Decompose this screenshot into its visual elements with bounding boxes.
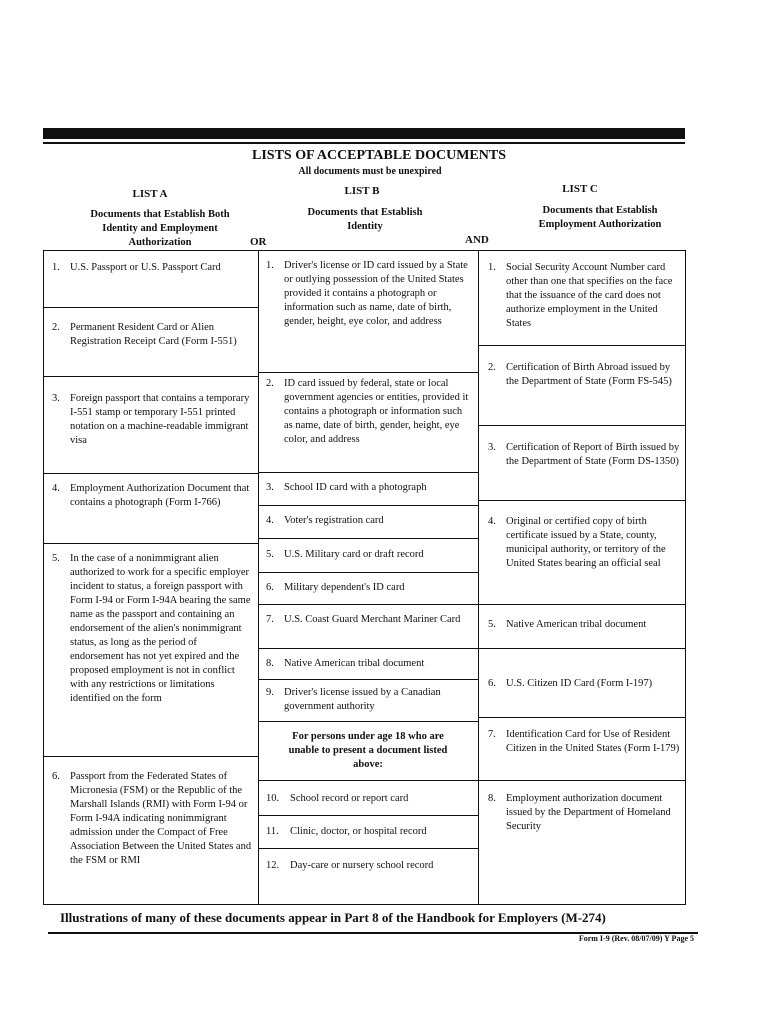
- list-c-item: [488, 361, 681, 389]
- list-b-item: [266, 686, 471, 714]
- list-a-item-number: 6.: [52, 771, 60, 782]
- list-c-item-number: 1.: [488, 262, 496, 273]
- row-divider: [478, 425, 686, 426]
- list-b-item: [266, 377, 471, 447]
- row-divider: [258, 538, 478, 539]
- row-divider: [43, 376, 258, 377]
- list-b-item-number: 5.: [266, 549, 274, 560]
- row-divider: [478, 604, 686, 605]
- list-c-item-number: 3.: [488, 442, 496, 453]
- list-b-item-text: Native American tribal document: [284, 658, 425, 669]
- row-divider: [258, 679, 478, 680]
- list-b-item-number: 10.: [266, 793, 280, 804]
- list-a-item: [52, 770, 255, 868]
- list-b-item-number: 2.: [266, 378, 274, 389]
- list-c-item-text: Identification Card for Use of Resident Citizen in the United States (Form I-179): [506, 729, 680, 754]
- list-b-item-number: 3.: [266, 482, 274, 493]
- list-a-title: LIST A: [132, 188, 168, 200]
- list-c-item-text: U.S. Citizen ID Card (Form I-197): [506, 678, 653, 689]
- and-conjunction: AND: [465, 234, 489, 246]
- list-c-item: [488, 441, 681, 469]
- list-c-item: [488, 261, 681, 331]
- list-b-item-text: School ID card with a photograph: [284, 482, 427, 493]
- list-b-item: [266, 548, 471, 562]
- list-a-item-text: Foreign passport that contains a temporary I-551 stamp or temporary I-551 printed notation on a machine-readable immigrant visa: [70, 393, 250, 446]
- row-divider: [258, 721, 478, 722]
- list-c-item-text: Certification of Birth Abroad issued by the Department of State (Form FS-545): [506, 362, 672, 387]
- list-a-item: [52, 261, 252, 275]
- page-subtitle: All documents must be unexpired: [298, 166, 442, 177]
- list-c-item: [488, 618, 681, 632]
- list-b-item-text: Driver's license or ID card issued by a State or outlying possession of the United States provided it contains a photograph or information such as name, date of birth, gender, height, eye color, and address: [284, 260, 468, 327]
- row-divider: [258, 572, 478, 573]
- list-c-item-number: 6.: [488, 678, 496, 689]
- row-divider: [478, 345, 686, 346]
- list-a-item: [52, 392, 252, 448]
- list-c-item-number: 7.: [488, 729, 496, 740]
- list-a-item-number: 2.: [52, 322, 60, 333]
- list-c-item-text: Employment authorization document issued by the Department of Homeland Security: [506, 793, 671, 832]
- list-a-item: [52, 552, 252, 706]
- list-a-item-number: 5.: [52, 553, 60, 564]
- row-divider: [43, 543, 258, 544]
- list-b-item: [266, 792, 471, 806]
- list-a-item-text: Employment Authorization Document that contains a photograph (Form I-766): [70, 483, 250, 508]
- row-divider: [478, 780, 686, 781]
- row-divider: [43, 473, 258, 474]
- list-a-item-text: Passport from the Federated States of Micronesia (FSM) or the Republic of the Marshall Islands (RMI) with Form I-94 or Form I-94A indicating nonimmigrant admission under the Compact of Free Association Between the United States and the FSM or RMI: [70, 771, 252, 866]
- list-b-item-number: 8.: [266, 658, 274, 669]
- list-c-item-number: 2.: [488, 362, 496, 373]
- list-b-item: [266, 259, 471, 329]
- list-b-item-number: 9.: [266, 687, 274, 698]
- list-b-item-number: 4.: [266, 515, 274, 526]
- row-divider: [258, 848, 478, 849]
- row-divider: [478, 500, 686, 501]
- list-b-title: LIST B: [344, 185, 380, 197]
- column-divider-a-b: [258, 250, 259, 905]
- row-divider: [258, 815, 478, 816]
- row-divider: [258, 648, 478, 649]
- form-number: Form I-9 (Rev. 08/07/09) Y Page 5: [578, 934, 694, 943]
- list-b-item-text: Day-care or nursery school record: [290, 860, 434, 871]
- list-b-item-text: ID card issued by federal, state or local government agencies or entities, provided it contains a photograph or information such as name, date of birth, gender, height, eye color, and address: [284, 378, 469, 445]
- list-b-item: [266, 613, 471, 627]
- list-a-item-number: 1.: [52, 262, 60, 273]
- row-divider: [258, 604, 478, 605]
- list-b-item-text: Clinic, doctor, or hospital record: [290, 826, 427, 837]
- list-a-item-text: Permanent Resident Card or Alien Registration Receipt Card (Form I-551): [70, 322, 237, 347]
- list-c-item-text: Original or certified copy of birth certificate issued by a State, county, municipal authority, or territory of the United States bearing an official seal: [506, 516, 666, 569]
- list-b-item: [266, 859, 471, 873]
- row-divider: [258, 472, 478, 473]
- list-b-item: [266, 581, 471, 595]
- list-a-item-number: 3.: [52, 393, 60, 404]
- row-divider: [478, 648, 686, 649]
- list-c-title: LIST C: [562, 183, 598, 195]
- list-c-item-number: 4.: [488, 516, 496, 527]
- list-b-item: [266, 481, 471, 495]
- list-a-item-text: In the case of a nonimmigrant alien authorized to work for a specific employer incident to status, a foreign passport with Form I-94 or Form I-94A bearing the same name as the passport and containing an endorsement of the alien's nonimmigrant status, as long as the period of endorsement has not yet expired and the proposed employment is not in conflict with any restrictions or limitations identified on the form: [70, 553, 251, 704]
- list-c-item: [488, 792, 681, 834]
- list-c-item: [488, 515, 681, 571]
- list-c-item-text: Certification of Report of Birth issued by the Department of State (Form DS-1350): [506, 442, 680, 467]
- row-divider: [43, 307, 258, 308]
- row-divider: [43, 756, 258, 757]
- row-divider: [258, 780, 478, 781]
- list-b-item-text: U.S. Military card or draft record: [284, 549, 424, 560]
- handbook-note: Illustrations of many of these documents appear in Part 8 of the Handbook for Employers (M-274): [60, 910, 606, 925]
- list-c-item: [488, 728, 681, 756]
- list-b-item-text: Military dependent's ID card: [284, 582, 405, 593]
- list-c-item-text: Native American tribal document: [506, 619, 647, 630]
- list-b-item-number: 7.: [266, 614, 274, 625]
- column-divider-b-c: [478, 250, 479, 905]
- list-b-item-number: 11.: [266, 826, 279, 837]
- page-title: LISTS OF ACCEPTABLE DOCUMENTS: [252, 148, 506, 163]
- list-c-item-number: 5.: [488, 619, 496, 630]
- or-conjunction: OR: [250, 236, 267, 248]
- list-b-item-number: 6.: [266, 582, 274, 593]
- list-b-item-number: 1.: [266, 260, 274, 271]
- list-b-description: Documents that Establish Identity: [307, 207, 423, 232]
- list-b-item: [266, 514, 471, 528]
- list-b-item: [266, 657, 471, 671]
- list-c-item-number: 8.: [488, 793, 496, 804]
- list-b-item-text: U.S. Coast Guard Merchant Mariner Card: [284, 614, 461, 625]
- list-a-item-text: U.S. Passport or U.S. Passport Card: [70, 262, 221, 273]
- list-b-minors-heading: For persons under age 18 who are unable to present a document listed above:: [288, 731, 448, 770]
- list-c-item-text: Social Security Account Number card other than one that specifies on the face that the issuance of the card does not authorize employment in the United States: [506, 262, 673, 329]
- header-rule-thin: [43, 142, 685, 144]
- list-a-item: [52, 321, 252, 349]
- list-c-item: [488, 677, 681, 691]
- row-divider: [258, 372, 478, 373]
- list-b-item-text: Voter's registration card: [284, 515, 384, 526]
- list-c-description: Documents that Establish Employment Authorization: [538, 205, 662, 230]
- header-rule-thick: [43, 128, 685, 139]
- list-a-item: [52, 482, 257, 510]
- list-a-description: Documents that Establish Both Identity and Employment Authorization: [90, 209, 230, 248]
- list-b-item: [266, 825, 471, 839]
- list-b-item-text: Driver's license issued by a Canadian government authority: [284, 687, 441, 712]
- list-a-item-number: 4.: [52, 483, 60, 494]
- row-divider: [478, 717, 686, 718]
- row-divider: [258, 505, 478, 506]
- list-b-item-number: 12.: [266, 860, 280, 871]
- list-b-item-text: School record or report card: [290, 793, 409, 804]
